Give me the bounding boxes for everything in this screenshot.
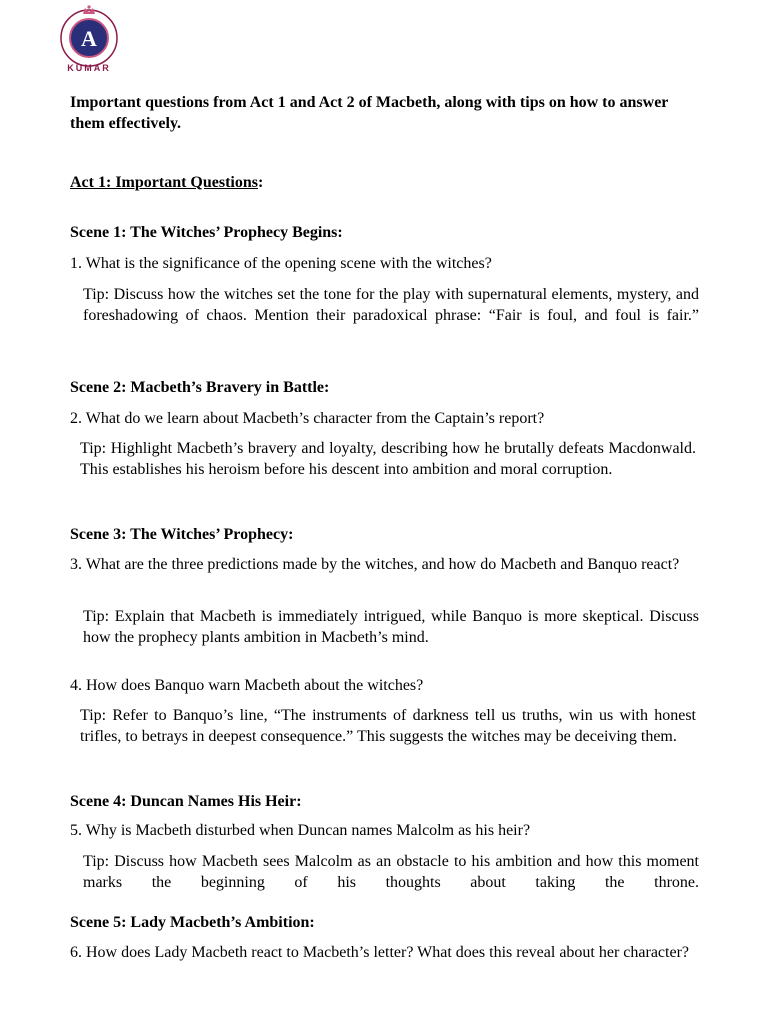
scene-heading: Scene 3: The Witches’ Prophecy: — [70, 526, 294, 543]
logo-crown — [83, 8, 95, 14]
scene-heading: Scene 4: Duncan Names His Heir: — [70, 793, 302, 810]
logo-letter: A — [81, 26, 97, 51]
tip-text: Tip: Refer to Banquo’s line, “The instruments of darkness tell us truths, win us with honest trifles, to betrays in deepest consequence.” This suggests the witches may be deceiving them. — [80, 707, 696, 745]
kumar-logo — [54, 4, 124, 74]
tip-text: Tip: Explain that Macbeth is immediately intrigued, while Banquo is more skeptical. Discuss how the prophecy plants ambition in Macbeth’s mind. — [83, 608, 699, 646]
act1-title: Act 1: Important Questions — [70, 174, 258, 191]
question-text: 4. How does Banquo warn Macbeth about the witches? — [70, 677, 424, 694]
act1-colon: : — [258, 174, 264, 191]
tip-text: Tip: Highlight Macbeth’s bravery and loyalty, describing how he brutally defeats Macdonwald. This establishes his heroism before his descent into ambition and moral corruption. — [80, 440, 696, 478]
tip-text: Tip: Discuss how Macbeth sees Malcolm as an obstacle to his ambition and how this moment marks the beginning of his thoughts about taking the throne. — [83, 853, 699, 891]
intro-text: Important questions from Act 1 and Act 2 of Macbeth, along with tips on how to answer them effectively. — [70, 94, 669, 132]
question-text: 3. What are the three predictions made by the witches, and how do Macbeth and Banquo react? — [70, 556, 680, 573]
question-text: 1. What is the significance of the opening scene with the witches? — [70, 255, 492, 272]
scene-heading: Scene 1: The Witches’ Prophecy Begins: — [70, 224, 343, 241]
tip-text: Tip: Discuss how the witches set the tone for the play with supernatural elements, mystery, and foreshadowing of chaos. Mention their paradoxical phrase: “Fair is foul, and foul is fair.” — [83, 286, 699, 324]
act1-heading — [70, 172, 263, 193]
logo-brand: KUMAR — [67, 63, 111, 73]
scene-heading: Scene 5: Lady Macbeth’s Ambition: — [70, 914, 315, 931]
question-text: 2. What do we learn about Macbeth’s character from the Captain’s report? — [70, 410, 545, 427]
logo-crown-jewel — [87, 5, 90, 8]
question-text: 5. Why is Macbeth disturbed when Duncan names Malcolm as his heir? — [70, 822, 531, 839]
question-text: 6. How does Lady Macbeth react to Macbeth’s letter? What does this reveal about her character? — [70, 944, 689, 961]
scene-heading: Scene 2: Macbeth’s Bravery in Battle: — [70, 379, 330, 396]
